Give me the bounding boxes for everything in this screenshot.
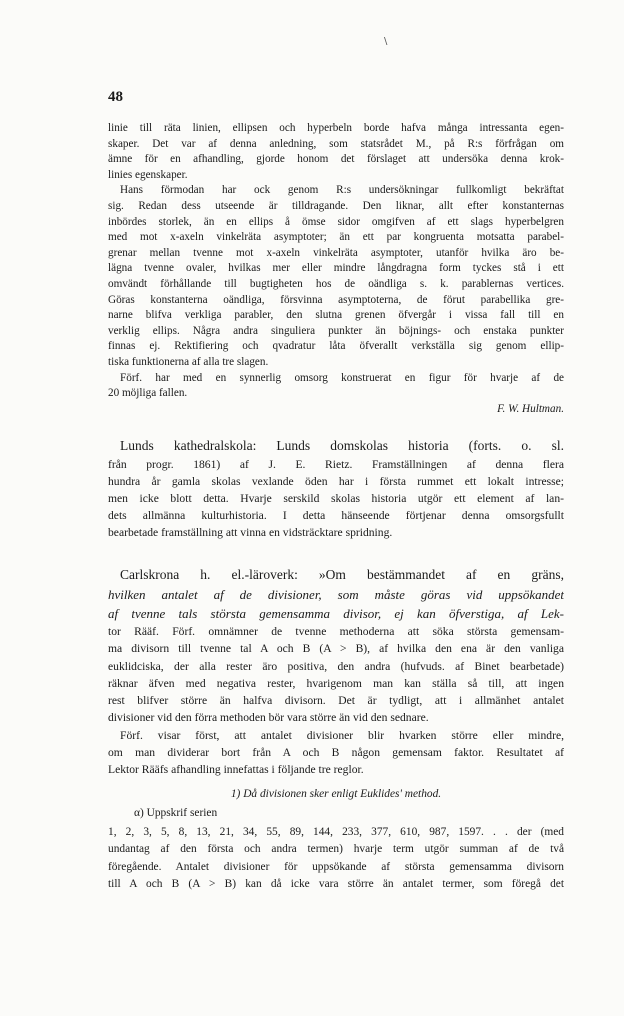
text-line: med mot x-axeln vinkelräta asymptoter; än ett par kongruenta motsatta parabel-: [108, 231, 564, 244]
subheading: α) Uppskrif serien: [134, 807, 218, 820]
text-line: 1, 2, 3, 5, 8, 13, 21, 34, 55, 89, 144, 233, 377, 610, 987, 1597. . . der (med: [108, 826, 564, 839]
text-line: Förf. har med en synnerlig omsorg konstruerat en figur för hvarje af de: [120, 371, 564, 384]
text-line: tiska funktionerna af alla tre slagen.: [108, 355, 269, 368]
text-line: räknar äfven med negativa rester, hvarigenom man kan ställa så till, att ingen: [108, 676, 564, 690]
text-line: euklidciska, der alla rester äro positiva, den andra (hufvuds. af Binet bearbetade): [108, 659, 564, 673]
title-line: af tvenne tals största gemensamma divisor, ej kan öfverstiga, af Lek-: [108, 606, 564, 621]
karlskrona-review: [108, 565, 564, 779]
text-line: bearbetade framställning att vinna en vidsträcktare spridning.: [108, 526, 393, 539]
text-line: om man dividerar bort från A och B någon gemensam faktor. Resultatet af: [108, 746, 564, 760]
text-line: men icke blott detta. Hvarje serskild skolas historia utgör ett element af lan-: [108, 492, 564, 505]
text-line: skaper. Det var af denna anledning, som statsrådet M., på R:s förfrågan om: [108, 137, 564, 150]
text-line: verklig ellips. Några andra singuliera punkter än böjnings- och enstaka punkter: [108, 324, 564, 337]
text-line: hundra år gamla skolas vexlande öden har i första rummet ett lokalt intresse;: [108, 475, 564, 488]
text-line: 20 möjliga fallen.: [108, 387, 188, 400]
text-line: sig. Redan dess utseende är tilldragande. Den liknar, allt efter konstanternas: [108, 199, 564, 212]
text-line: linies egenskaper.: [108, 168, 188, 181]
lund-review: [108, 436, 564, 541]
text-line: tor Rääf. Förf. omnämner de tvenne methoderna att söka största gemensam-: [108, 625, 564, 638]
text-line: föregående. Antalet divisioner för uppsökande af största gemensamma divisorn: [108, 860, 564, 873]
signature: F. W. Hultman.: [497, 402, 564, 415]
euklides-section: [108, 786, 564, 893]
text-line: Lektor Rääfs afhandling innefattas i följande tre reglor.: [108, 763, 364, 777]
text-line: Hans förmodan har ock genom R:s undersökningar fullkomligt bekräftat: [120, 184, 564, 197]
text-line: från progr. 1861) af J. E. Rietz. Framställningen af denna flera: [108, 458, 564, 471]
text-line: Göras konstanterna oändliga, försvinna asymptoterna, de förut parabellika gre-: [108, 293, 564, 306]
text-line: till A och B (A > B) kan då icke vara större än antalet termer, som föregå det: [108, 877, 564, 890]
text-line: grenar mellan tvenne mot x-axeln vinkelräta asymptoter, utanför hvilka äro be-: [108, 246, 564, 259]
text-line: dets allmänna kulturhistoria. I detta hänseende förtjenar denna omsorgsfullt: [108, 509, 564, 522]
title-line: hvilken antalet af de divisioner, som måste göras vid uppsökandet: [108, 587, 564, 602]
text-line: ma divisorn till tvenne tal A och B (A > B), af hvilka den ena är den vanliga: [108, 642, 564, 656]
text-line: undantag af den första och andra termen) hvarje term utgör summan af de två: [108, 843, 564, 856]
section-lead-line: Carlskrona h. el.-läroverk: »Om bestämmandet af en gräns,: [120, 567, 564, 582]
section-lead-line: Lunds kathedralskola: Lunds domskolas historia (forts. o. sl.: [120, 438, 564, 453]
text-line: Förf. visar först, att antalet divisioner blir hvarken större eller mindre,: [120, 728, 564, 742]
scan-speck: \: [384, 36, 388, 47]
text-line: linie till räta linien, ellipsen och hyperbeln borde hafva många intressanta egen-: [108, 122, 564, 134]
text-line: finnas ej. Rektifiering och qvadratur låta öfverallt verkställa sig genom ellip-: [108, 340, 564, 353]
hultman-review: [108, 121, 564, 417]
text-line: omvändt förhållande till bugtigheten hos de oändliga s. k. parablernas vertices.: [108, 277, 564, 290]
text-line: narne blifva verkliga parabler, den slutna grenen öfvergår i vissa fall till en: [108, 309, 564, 322]
section-heading: 1) Då divisionen sker enligt Euklides' method.: [230, 788, 442, 800]
text-line: inbördes storlek, än en ellips å ömse sidor omgifven af ett slags hyperbelgren: [108, 215, 564, 228]
text-line: lägna tvenne ovaler, hvilkas mer eller mindre långdragna form tyckes stå i ett: [108, 262, 564, 275]
text-line: rest blifver större än halfva divisorn. Det är tydligt, att i allmänhet antalet: [108, 694, 564, 708]
text-line: ämne för en afhandling, gjorde honom det förslaget att undersöka denna krok-: [108, 153, 564, 166]
page-number: 48: [108, 89, 123, 105]
text-line: divisioner vid den förra methoden bör vara större än vid den sednare.: [108, 711, 429, 725]
